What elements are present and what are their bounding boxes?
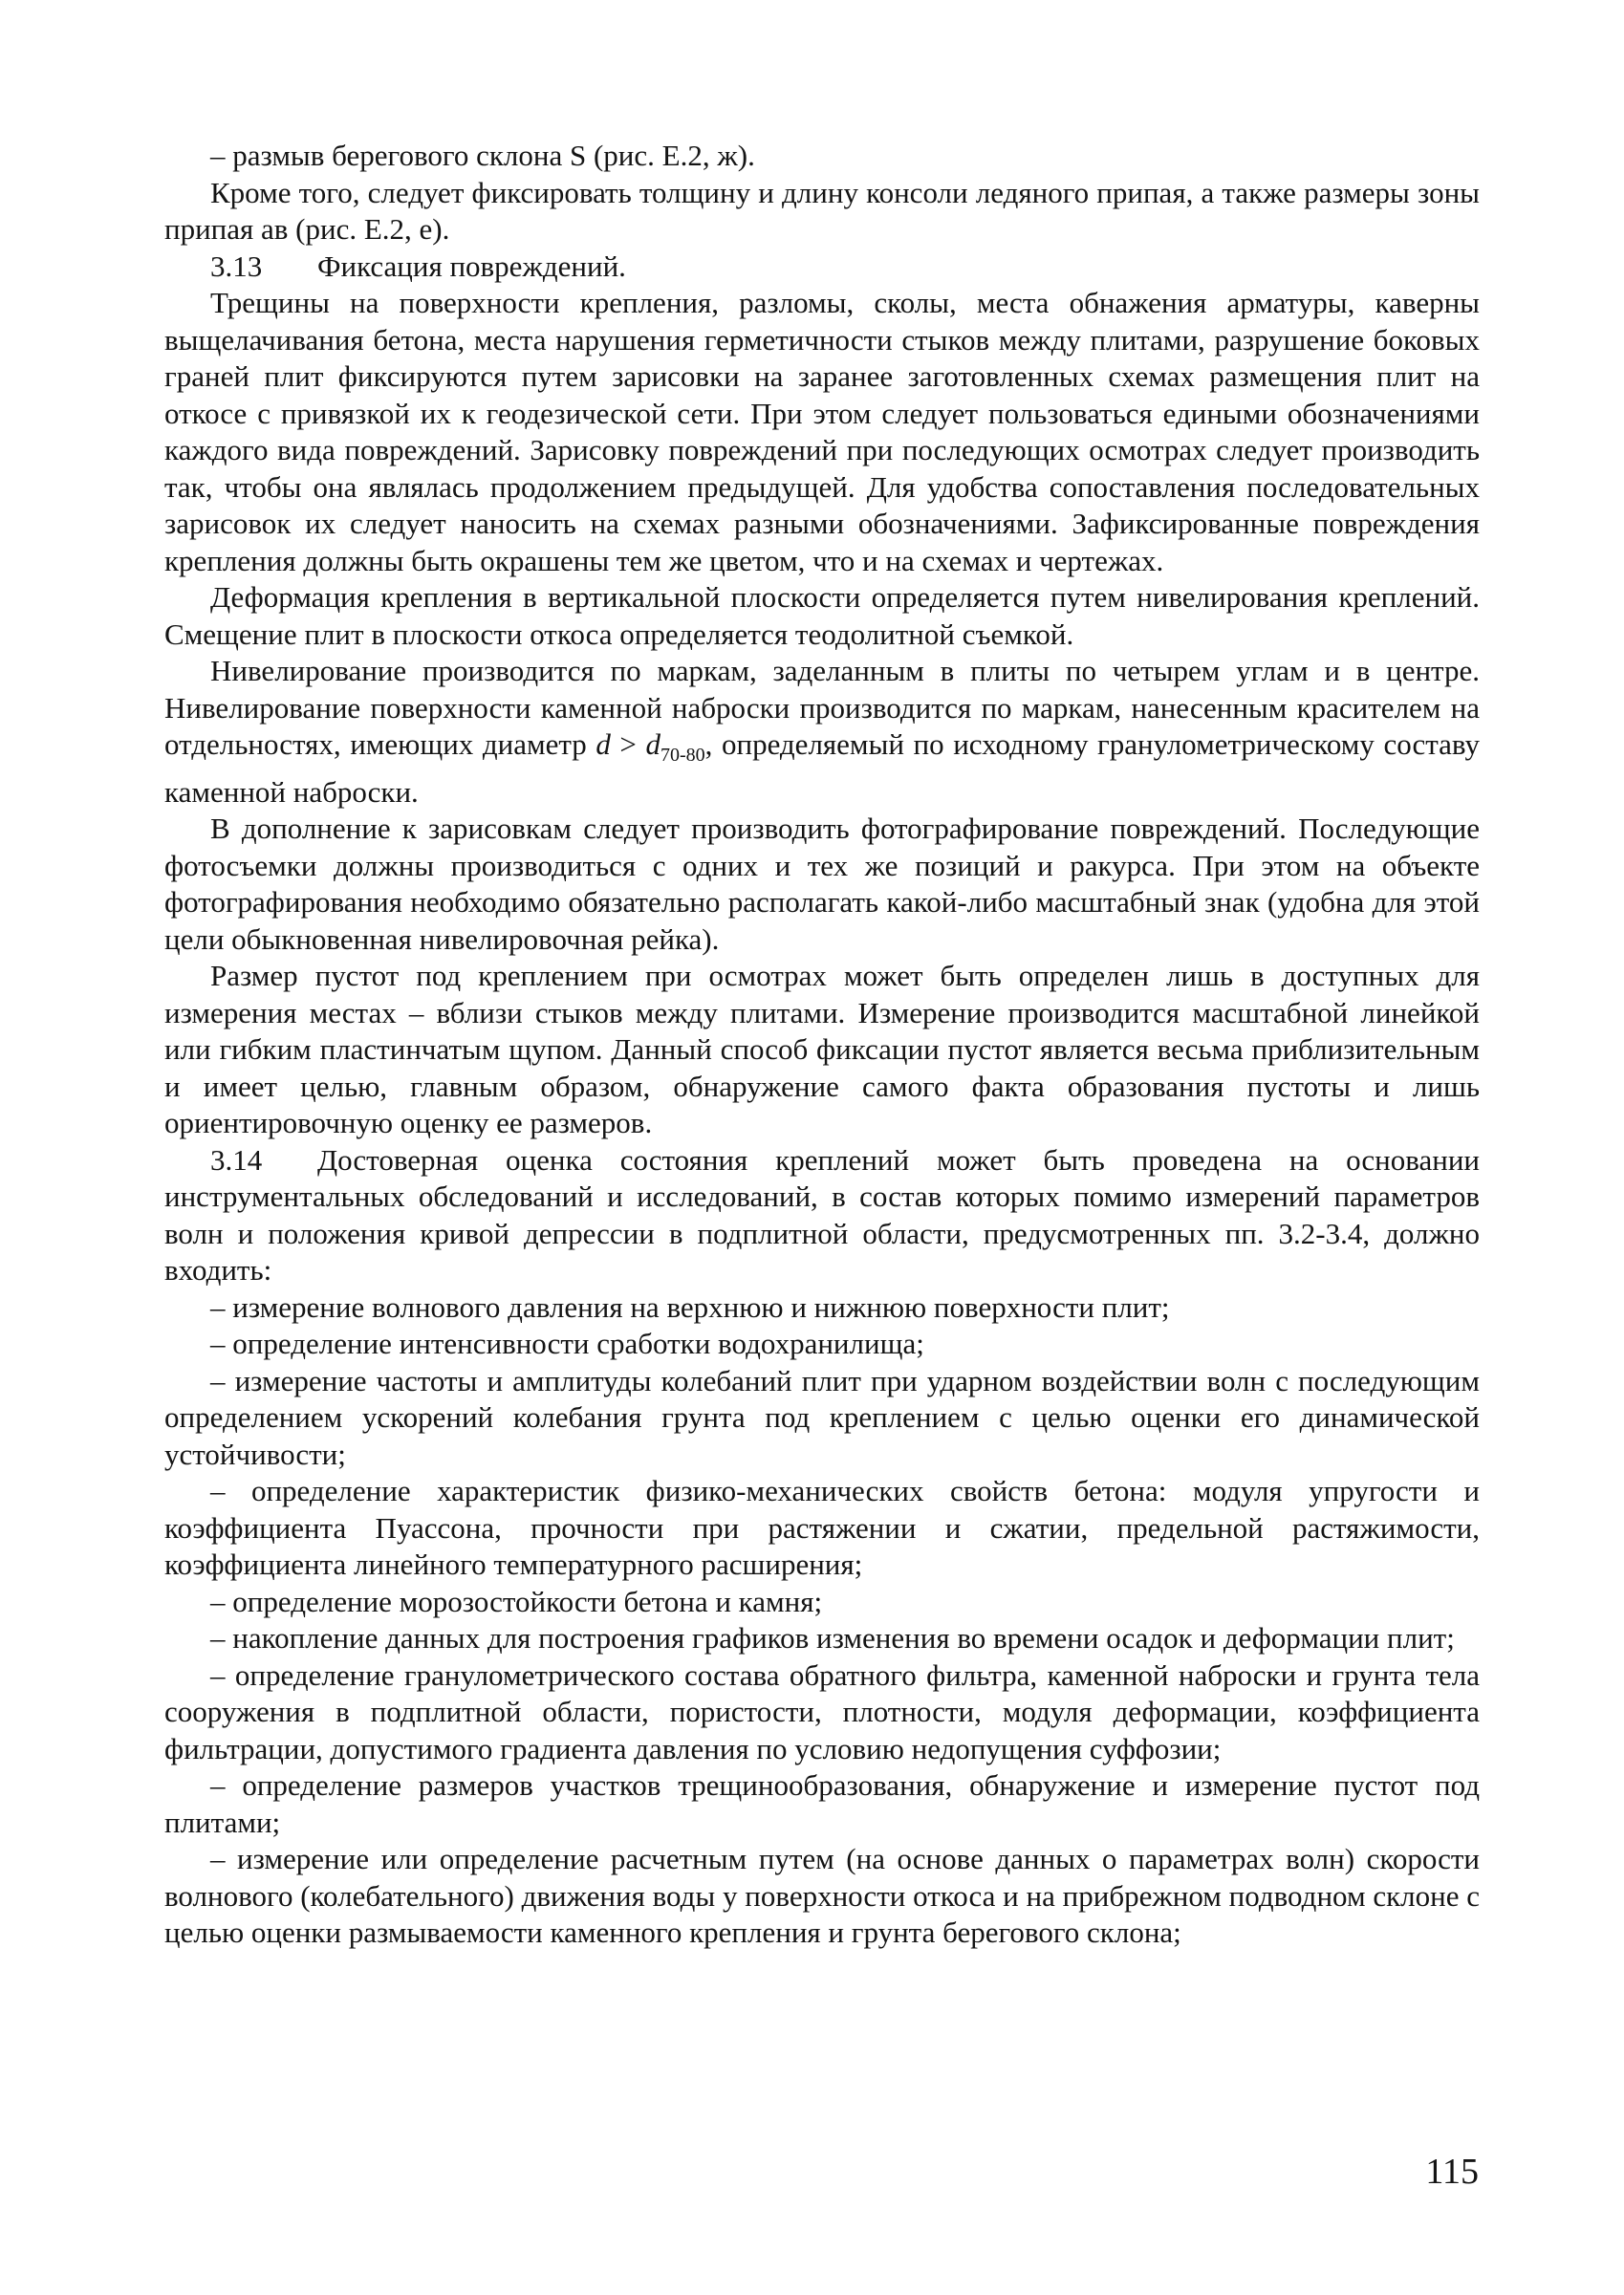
- paragraph-voids: Размер пустот под креплением при осмотрах может быть определен лишь в доступных для измерения местах – вблизи стыков между плитами. Измерение производится масштабной линейкой или гибким пластинчатым щупом. Данный способ фиксации пустот является весьма приблизительным и имеет целью, главным образом, обнаружение самого факта образования пустоты и лишь ориентировочную оценку ее размеров.: [164, 959, 1480, 1140]
- page-number: 115: [1425, 2152, 1479, 2192]
- paragraph-photography: В дополнение к зарисовкам следует производить фотографирование повреждений. Последующие фотосъемки должны производиться с одних и тех же позиций и ракурса. При этом на объекте фотографирования необходимо обязательно располагать какой-либо масштабный знак (удобна для этой цели обыкновенная нивелировочная рейка).: [164, 812, 1480, 956]
- section-heading-3-14: [164, 1142, 1480, 1289]
- list-item-crack-zones: – определение размеров участков трещинообразования, обнаружение и измерение пустот под плитами;: [164, 1768, 1480, 1839]
- list-item-wave-velocity: – измерение или определение расчетным путем (на основе данных о параметрах волн) скорости волнового (колебательного) движения воды у поверхности откоса и на прибрежном подводном склоне с целью оценки размываемости каменного крепления и грунта берегового склона;: [164, 1842, 1480, 1950]
- paragraph-deformation: Деформация крепления в вертикальной плоскости определяется путем нивелирования креплений. Смещение плит в плоскости откоса определяется теодолитной съемкой.: [164, 580, 1480, 651]
- list-item-concrete-properties: – определение характеристик физико-механических свойств бетона: модуля упругости и коэффициента Пуассона, прочности при растяжении и сжатии, предельной растяжимости, коэффициента линейного температурного расширения;: [164, 1474, 1480, 1582]
- paragraph-ice-fixation: Кроме того, следует фиксировать толщину и длину консоли ледяного припая, а также размеры зоны припая ав (рис. Е.2, е).: [164, 175, 1480, 246]
- list-item-vibration: – измерение частоты и амплитуды колебаний плит при ударном воздействии волн с последующим определением ускорений колебания грунта под креплением с целью оценки его динамической устойчивости;: [164, 1363, 1480, 1471]
- list-item-settlement-data: – накопление данных для построения графиков изменения во времени осадок и деформации плит;: [210, 1621, 1455, 1656]
- paragraph-leveling: Нивелирование производится по маркам, заделанным в плиты по четырем углам и в центре. Нивелирование поверхности каменной наброски производится по маркам, нанесенным красителем на отдельностях, имеющих диаметр $d > d_{70-80}$, определяемый по исходному гранулометрическому составу каменной наброски.: [164, 654, 1481, 809]
- list-item-reservoir-drawdown: – определение интенсивности сработки водохранилища;: [210, 1327, 924, 1361]
- body-text: [164, 138, 1480, 1952]
- list-item-wave-pressure: – измерение волнового давления на верхнюю и нижнюю поверхности плит;: [210, 1289, 1170, 1324]
- section-body: Достоверная оценка состояния креплений может быть проведена на основании инструментальных обследований и исследований, в состав которых помимо измерений параметров волн и положения кривой депрессии в подплитной области, предусмотренных пп. 3.2-3.4, должно входить:: [164, 1142, 1480, 1288]
- section-number: 3.14: [210, 1142, 263, 1177]
- paragraph-dash-shore-erosion: – размыв берегового склона S (рис. Е.2, ж).: [210, 139, 755, 172]
- section-number: 3.13: [210, 249, 263, 283]
- list-item-frost-resistance: – определение морозостойкости бетона и камня;: [210, 1584, 823, 1618]
- section-heading-3-13: [164, 249, 1480, 286]
- list-item-grain-composition: – определение гранулометрического состава обратного фильтра, каменной наброски и грунта тела сооружения в подплитной области, пористости, плотности, модуля деформации, коэффициента фильтрации, допустимого градиента давления по условию недопущения суффозии;: [164, 1657, 1480, 1765]
- paragraph-cracks: Трещины на поверхности крепления, разломы, сколы, места обнажения арматуры, каверны выщелачивания бетона, места нарушения герметичности стыков между плитами, разрушение боковых граней плит фиксируются путем зарисовки на заранее заготовленных схемах размещения плит на откосе с привязкой их к геодезической сети. При этом следует пользоваться едиными обозначениями каждого вида повреждений. Зарисовку повреждений при последующих осмотрах следует производить так, чтобы она являлась продолжением предыдущей. Для удобства сопоставления последовательных зарисовок их следует наносить на схемах разными обозначениями. Зафиксированные повреждения крепления должны быть окрашены тем же цветом, что и на схемах и чертежах.: [164, 286, 1480, 577]
- section-title: Фиксация повреждений.: [317, 249, 626, 283]
